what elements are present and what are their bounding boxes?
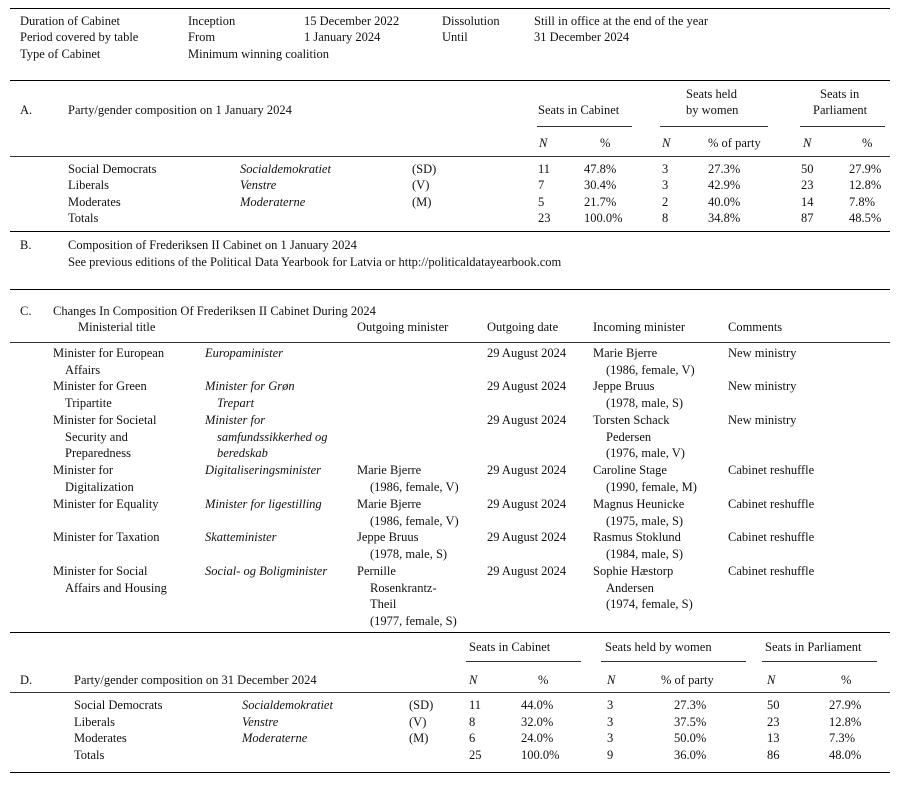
d-col-parl: Seats in Parliament [765, 640, 862, 654]
c-row-native-title: Trepart [217, 395, 255, 410]
d-row-parl-n: 86 [767, 748, 780, 762]
a-col-parl-1: Seats in [820, 87, 860, 101]
c-row-native-title: Digitaliseringsminister [205, 463, 321, 477]
c-row-date: 29 August 2024 [487, 463, 567, 477]
c-h-date: Outgoing date [487, 320, 559, 334]
a-row-parl-n: 23 [801, 178, 814, 192]
c-row-native-title: Social- og Boligminister [205, 564, 328, 578]
c-row-outgoing: Marie Bjerre [357, 463, 422, 477]
section-d-title: Party/gender composition on 31 December 2024 [74, 673, 317, 687]
d-row-parl-n: 13 [767, 731, 780, 745]
a-row-women-n: 8 [662, 211, 669, 225]
c-row-outgoing: (1986, female, V) [370, 479, 459, 494]
c-row-outgoing: (1977, female, S) [370, 614, 457, 629]
d-row-parl-pct: 27.9% [829, 698, 862, 712]
a-row-women-pct: 27.3% [708, 162, 741, 176]
a-row-abbr: (V) [412, 178, 430, 192]
c-row-native-title: Skatteminister [205, 530, 277, 544]
c-row-comment: Cabinet reshuffle [728, 497, 815, 511]
a-row-party: Social Democrats [68, 162, 157, 176]
a-row-party: Moderates [68, 195, 121, 209]
a-col-parl-2: Parliament [813, 103, 868, 117]
c-row-outgoing: Marie Bjerre [357, 497, 422, 511]
a-cabinet-underline [537, 126, 632, 127]
a-row-parl-pct: 27.9% [849, 162, 882, 176]
section-b-letter: B. [20, 238, 32, 252]
rule-before-b [10, 231, 890, 232]
d-h-w-pct: % of party [661, 673, 714, 687]
c-row-incoming: Jeppe Bruus [593, 379, 655, 393]
a-row-native-name: Socialdemokratiet [240, 162, 331, 176]
c-row-title: Security and [65, 429, 128, 444]
c-row-comment: Cabinet reshuffle [728, 564, 815, 578]
d-col-women: Seats held by women [605, 640, 712, 654]
c-row-incoming: Caroline Stage [593, 463, 667, 477]
a-h-p-pct: % [862, 136, 873, 150]
c-row-outgoing: Theil [370, 597, 397, 612]
a-parl-underline [800, 126, 885, 127]
c-row-title: Affairs and Housing [65, 580, 167, 595]
d-row-women-pct: 37.5% [674, 715, 707, 729]
until-label: Until [442, 30, 468, 44]
a-row-women-n: 3 [662, 178, 669, 192]
type-value: Minimum winning coalition [188, 47, 329, 61]
c-row-title: Tripartite [65, 395, 112, 410]
section-b-title: Composition of Frederiksen II Cabinet on 1 January 2024 [68, 238, 357, 252]
c-row-title: Minister for Equality [53, 497, 159, 511]
section-a-letter: A. [20, 103, 33, 117]
c-row-title: Preparedness [65, 446, 131, 461]
c-row-comment: New ministry [728, 346, 797, 360]
section-a-title: Party/gender composition on 1 January 2024 [68, 103, 292, 117]
d-h-cab-n: N [469, 673, 478, 687]
c-row-incoming: Marie Bjerre [593, 346, 658, 360]
c-row-date: 29 August 2024 [487, 346, 567, 360]
a-h-w-pct: % of party [708, 136, 761, 150]
d-row-abbr: (V) [409, 715, 427, 729]
d-row-parl-pct: 7.3% [829, 731, 856, 745]
d-h-cab-pct: % [538, 673, 549, 687]
c-row-outgoing: Rosenkrantz- [370, 580, 437, 595]
c-row-date: 29 August 2024 [487, 564, 567, 578]
a-row-parl-n: 50 [801, 162, 814, 176]
c-row-native-title: Europaminister [205, 346, 284, 360]
a-row-parl-pct: 7.8% [849, 195, 876, 209]
c-row-native-title: Minister for ligestilling [205, 497, 322, 511]
section-c-title: Changes In Composition Of Frederiksen II Cabinet During 2024 [53, 304, 376, 318]
d-row-cabinet-n: 6 [469, 731, 476, 745]
a-row-abbr: (M) [412, 195, 432, 209]
a-row-parl-n: 14 [801, 195, 814, 209]
from-label: From [188, 30, 216, 44]
a-row-cabinet-n: 7 [538, 178, 545, 192]
inception-label: Inception [188, 14, 236, 28]
c-row-title: Affairs [65, 362, 101, 377]
c-row-outgoing: (1986, female, V) [370, 513, 459, 528]
section-d-letter: D. [20, 673, 33, 687]
bottom-rule [10, 772, 890, 773]
d-row-women-n: 3 [607, 731, 614, 745]
dissolution-label: Dissolution [442, 14, 500, 28]
c-h-outgoing: Outgoing minister [357, 320, 449, 334]
c-row-comment: Cabinet reshuffle [728, 463, 815, 477]
a-row-women-pct: 42.9% [708, 178, 741, 192]
c-row-comment: New ministry [728, 379, 797, 393]
c-row-incoming: Sophie Hæstorp [593, 564, 674, 578]
a-row-women-pct: 34.8% [708, 211, 741, 225]
a-col-cabinet: Seats in Cabinet [538, 103, 620, 117]
c-row-title: Minister for Social [53, 564, 148, 578]
top-rule [10, 8, 890, 9]
c-row-native-title: Minister for [205, 413, 266, 427]
c-row-date: 29 August 2024 [487, 530, 567, 544]
c-row-incoming: (1986, female, V) [606, 362, 695, 377]
c-row-incoming: (1984, male, S) [606, 546, 684, 561]
dissolution-value: Still in office at the end of the year [534, 14, 709, 28]
c-row-date: 29 August 2024 [487, 379, 567, 393]
inception-value: 15 December 2022 [304, 14, 400, 28]
c-row-title: Minister for [53, 463, 114, 477]
d-row-cabinet-n: 25 [469, 748, 482, 762]
c-row-incoming: (1978, male, S) [606, 395, 684, 410]
c-row-incoming: (1990, female, M) [606, 479, 697, 494]
d-row-native-name: Socialdemokratiet [242, 698, 333, 712]
a-row-cabinet-n: 5 [538, 195, 545, 209]
c-h-incoming: Incoming minister [593, 320, 685, 334]
c-row-title: Minister for Taxation [53, 530, 160, 544]
d-row-party: Liberals [74, 715, 115, 729]
d-row-women-pct: 27.3% [674, 698, 707, 712]
d-row-cabinet-pct: 100.0% [521, 748, 560, 762]
d-row-cabinet-n: 11 [469, 698, 482, 712]
c-row-native-title: samfundssikkerhed og [217, 429, 328, 444]
d-h-p-n: N [767, 673, 776, 687]
c-row-incoming: Torsten Schack [593, 413, 670, 427]
c-row-date: 29 August 2024 [487, 497, 567, 511]
period-label: Period covered by table [20, 30, 139, 44]
c-h-title: Ministerial title [78, 320, 156, 334]
d-row-women-pct: 50.0% [674, 731, 707, 745]
a-row-cabinet-pct: 100.0% [584, 211, 623, 225]
d-row-party: Social Democrats [74, 698, 163, 712]
d-row-parl-n: 50 [767, 698, 780, 712]
d-row-abbr: (M) [409, 731, 429, 745]
d-cabinet-underline [466, 661, 581, 662]
c-row-date: 29 August 2024 [487, 413, 567, 427]
d-women-underline [601, 661, 746, 662]
a-row-cabinet-n: 23 [538, 211, 551, 225]
a-row-women-n: 3 [662, 162, 669, 176]
d-row-parl-n: 23 [767, 715, 780, 729]
c-row-comment: New ministry [728, 413, 797, 427]
a-row-party: Totals [68, 211, 99, 225]
a-row-parl-pct: 48.5% [849, 211, 882, 225]
c-row-incoming: Pedersen [606, 429, 652, 444]
c-row-incoming: (1975, male, S) [606, 513, 684, 528]
from-value: 1 January 2024 [304, 30, 381, 44]
c-row-incoming: (1976, male, V) [606, 446, 685, 461]
d-row-women-n: 3 [607, 698, 614, 712]
rule-before-d [10, 632, 890, 633]
c-row-comment: Cabinet reshuffle [728, 530, 815, 544]
type-label: Type of Cabinet [20, 47, 101, 61]
d-row-women-n: 9 [607, 748, 614, 762]
c-row-outgoing: Jeppe Bruus [357, 530, 419, 544]
a-h-cab-pct: % [600, 136, 611, 150]
a-h-cab-n: N [539, 136, 548, 150]
d-row-party: Totals [74, 748, 105, 762]
a-row-women-n: 2 [662, 195, 669, 209]
c-row-title: Digitalization [65, 479, 134, 494]
c-row-native-title: beredskab [217, 446, 268, 461]
a-row-cabinet-pct: 30.4% [584, 178, 617, 192]
c-h-comments: Comments [728, 320, 783, 334]
d-row-abbr: (SD) [409, 698, 434, 712]
d-row-cabinet-pct: 44.0% [521, 698, 554, 712]
a-women-underline [660, 126, 768, 127]
d-row-parl-pct: 48.0% [829, 748, 862, 762]
d-row-cabinet-n: 8 [469, 715, 476, 729]
rule-before-c [10, 289, 890, 290]
a-row-cabinet-pct: 47.8% [584, 162, 617, 176]
d-row-native-name: Venstre [242, 715, 279, 729]
d-row-women-pct: 36.0% [674, 748, 707, 762]
c-row-incoming: Magnus Heunicke [593, 497, 685, 511]
a-row-native-name: Moderaterne [240, 195, 306, 209]
a-row-abbr: (SD) [412, 162, 437, 176]
a-col-women-1: Seats held [686, 87, 738, 101]
a-row-parl-n: 87 [801, 211, 814, 225]
d-header-rule [10, 692, 890, 693]
a-h-p-n: N [803, 136, 812, 150]
a-row-native-name: Venstre [240, 178, 277, 192]
c-row-title: Minister for Green [53, 379, 147, 393]
a-col-women-2: by women [686, 103, 739, 117]
c-row-title: Minister for Societal [53, 413, 157, 427]
d-row-women-n: 3 [607, 715, 614, 729]
until-value: 31 December 2024 [534, 30, 630, 44]
d-h-w-n: N [607, 673, 616, 687]
a-row-cabinet-pct: 21.7% [584, 195, 617, 209]
duration-label: Duration of Cabinet [20, 14, 120, 28]
c-row-title: Minister for European [53, 346, 165, 360]
d-row-native-name: Moderaterne [242, 731, 308, 745]
section-b-note: See previous editions of the Political Data Yearbook for Latvia or http://politicaldatayearbook.com [68, 255, 562, 269]
section-c-letter: C. [20, 304, 32, 318]
d-h-p-pct: % [841, 673, 852, 687]
d-row-party: Moderates [74, 731, 127, 745]
d-parl-underline [762, 661, 877, 662]
c-row-outgoing: (1978, male, S) [370, 546, 448, 561]
a-row-party: Liberals [68, 178, 109, 192]
a-row-cabinet-n: 11 [538, 162, 551, 176]
c-row-outgoing: Pernille [357, 564, 396, 578]
c-header-rule [10, 342, 890, 343]
d-row-parl-pct: 12.8% [829, 715, 862, 729]
c-row-incoming: Andersen [606, 580, 654, 595]
d-col-cabinet: Seats in Cabinet [469, 640, 551, 654]
c-row-native-title: Minister for Grøn [205, 379, 295, 393]
d-row-cabinet-pct: 24.0% [521, 731, 554, 745]
c-row-incoming: (1974, female, S) [606, 597, 693, 612]
a-h-w-n: N [662, 136, 671, 150]
rule-before-a [10, 80, 890, 81]
d-row-cabinet-pct: 32.0% [521, 715, 554, 729]
a-row-women-pct: 40.0% [708, 195, 741, 209]
a-header-rule [10, 156, 890, 157]
a-row-parl-pct: 12.8% [849, 178, 882, 192]
c-row-incoming: Rasmus Stoklund [593, 530, 681, 544]
